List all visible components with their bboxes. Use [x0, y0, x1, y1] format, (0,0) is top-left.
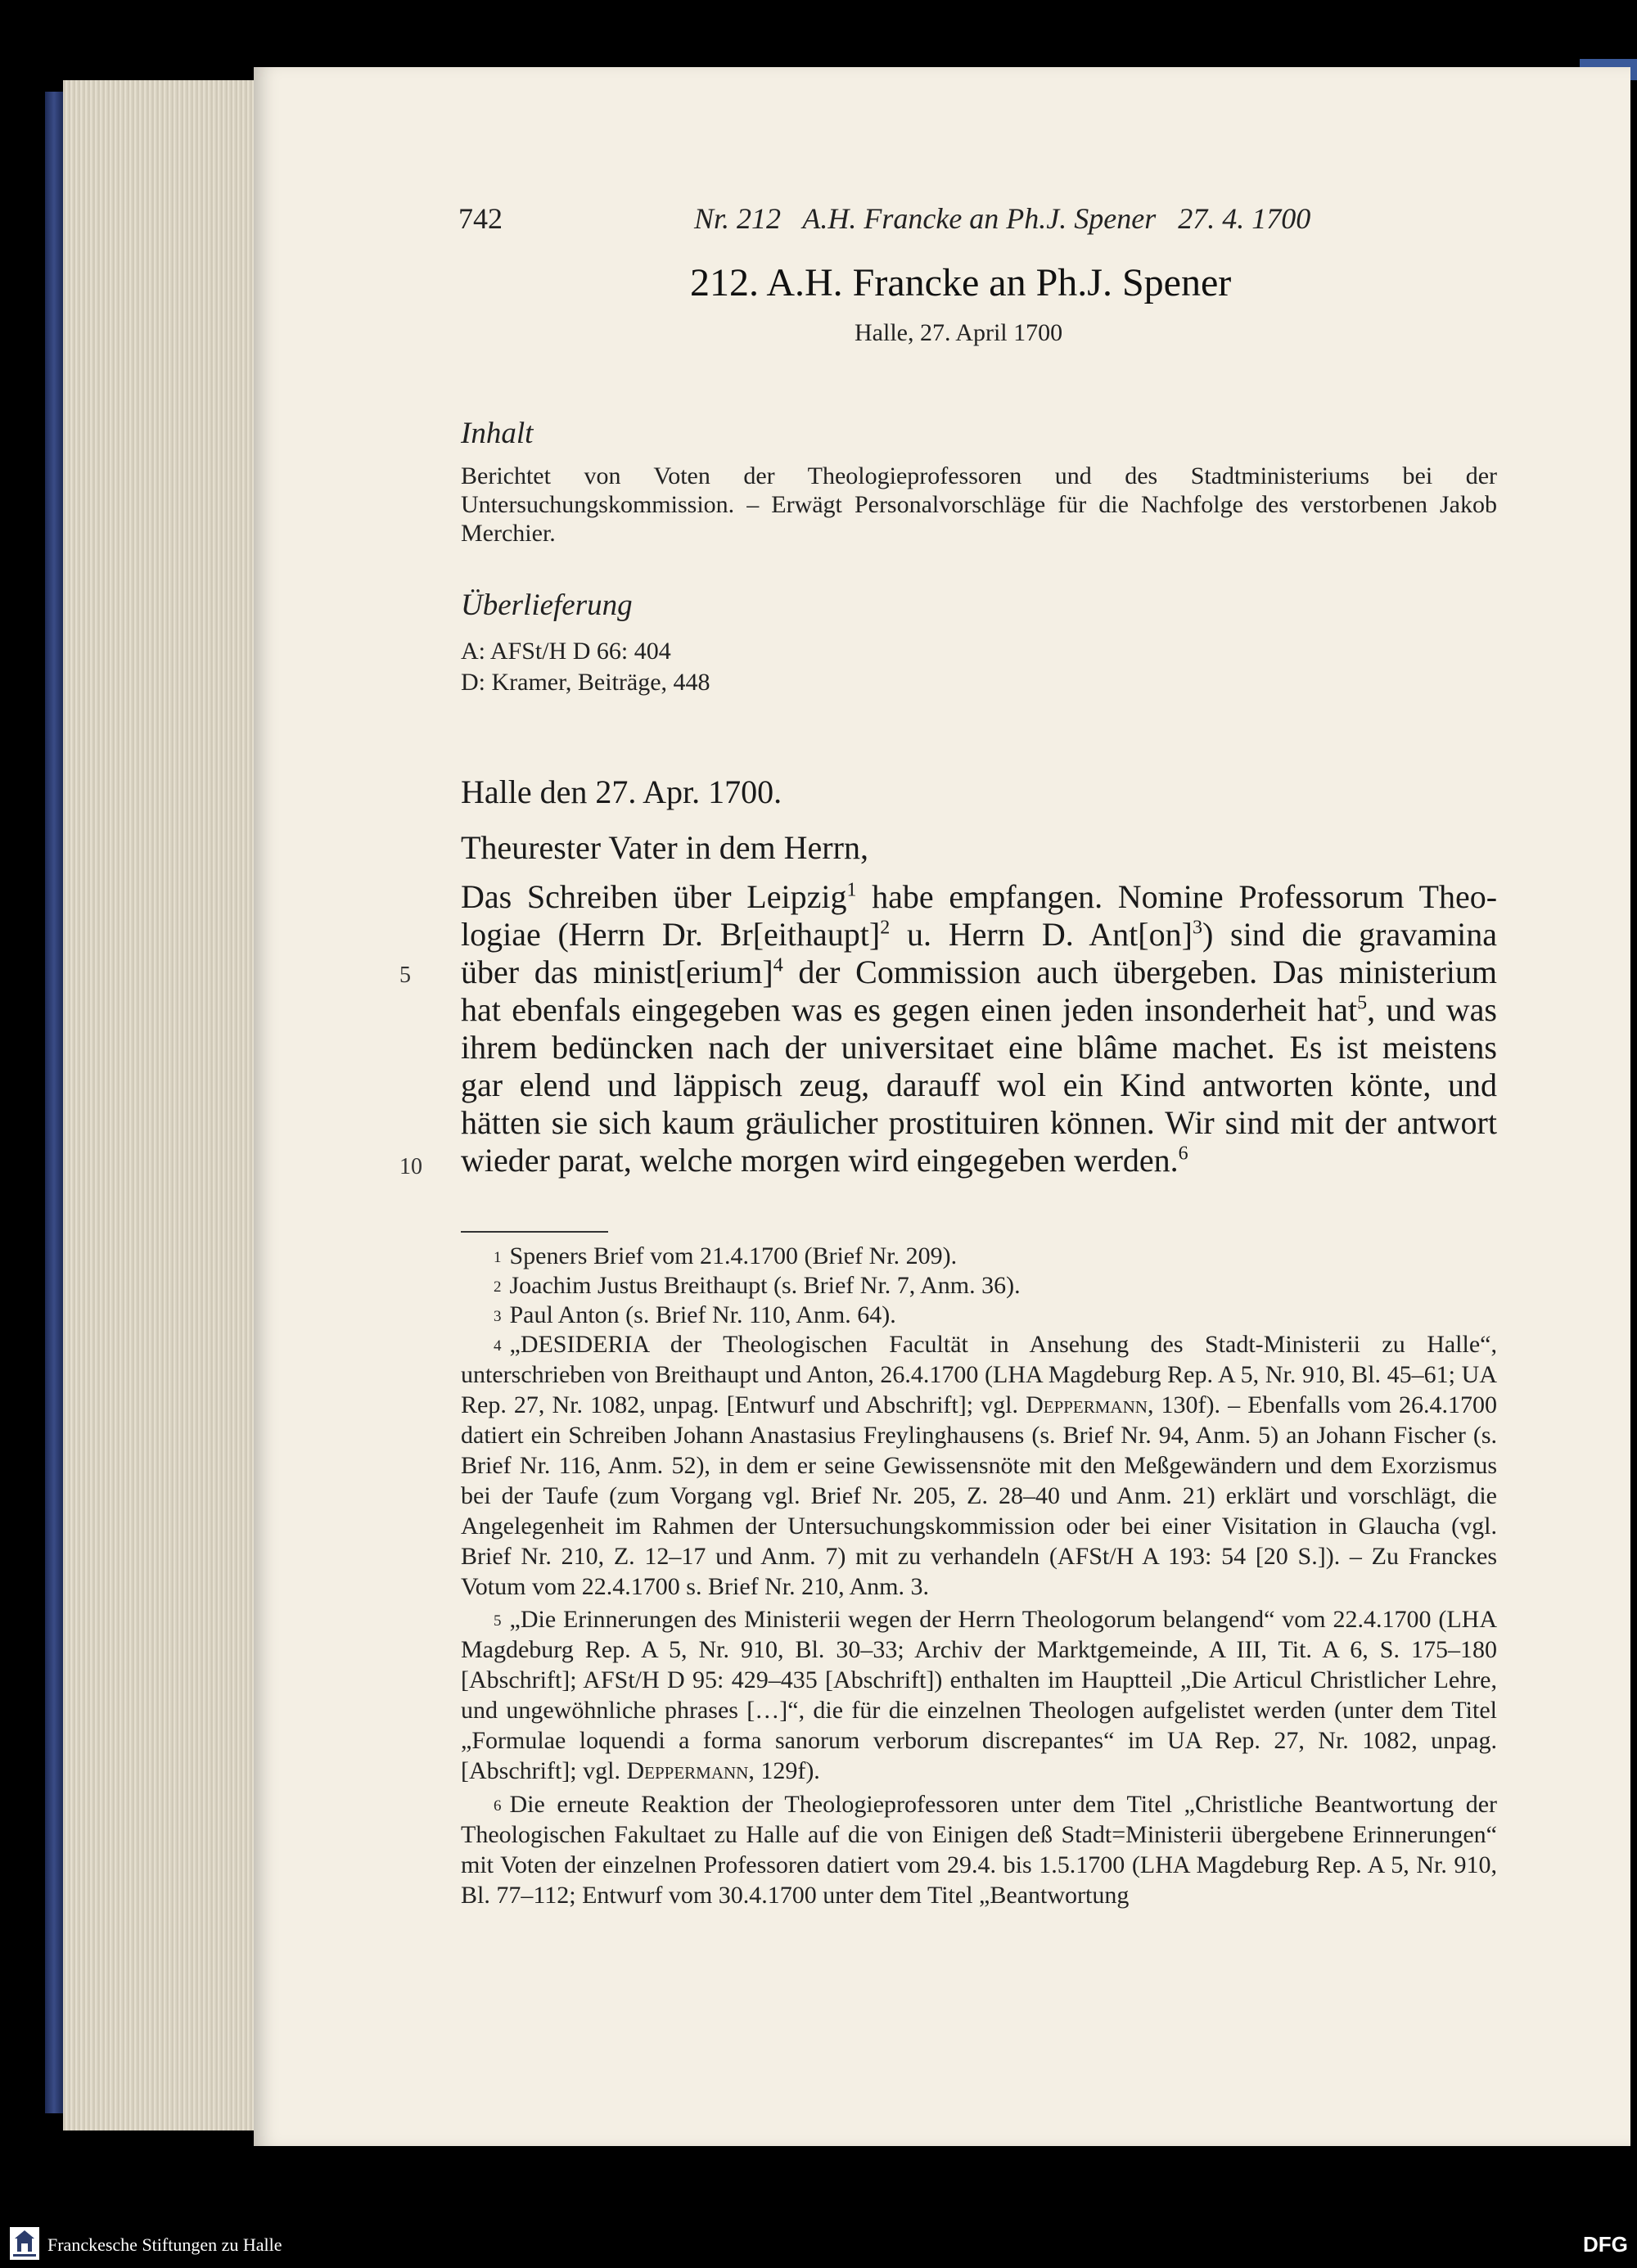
book-spine — [45, 92, 63, 2113]
footnote-4: $^4$ „DESIDERIA der Theologischen Facultät in Ansehung des Stadt-Ministerii zu Halle“, unterschrieben von Breithaupt und Anton, 26.4.1700 (LHA Magdeburg Rep. A 5, Nr. 910, Bl. 45–61; UA Rep. 27, Nr. 1082, unpag. [Entwurf und Abschrift]; vgl. Deppermann, 130f). – Ebenfalls vom 26.4.1700 datiert ein Schreiben Johann Anastasius Freylinghausens (s. Brief Nr. 94, Anm. 5) an Johann Fischer (s. Brief Nr. 116, Anm. 52), in dem er seine Gewissensnöte mit den Meßgewändern und dem Exorzismus bei der Taufe (zum Vorgang vgl. Brief Nr. 205, Z. 28–40 und Anm. 21) erklärt und vorschlägt, die Angelegenheit im Rahmen der Untersuchungskommission oder bei einer Visitation in Glaucha (vgl. Brief Nr. 210, Z. 12–17 und Anm. 7) mit zu verhandeln (AFSt/H A 193: 54 [20 S.]). – Zu Franckes Votum vom 22.4.1700 s. Brief Nr. 210, Anm. 3. — [461, 1331, 1498, 1600]
footnote-5: $^5$ „Die Erinnerungen des Ministerii wegen der Herrn Theologorum belangend“ vom 22.4.1700 (LHA Magdeburg Rep. A 5, Nr. 910, Bl. 30–33; Archiv der Marktgemeinde, A III, Tit. A 6, S. 175–180 [Abschrift]; AFSt/H D 95: 429–435 [Abschrift]) enthalten im Hauptteil „Die Articul Christlicher Lehre, und ungewöhnliche phrases […]“, die für die einzelnen Theologen aufgelistet werden (unter dem Titel „Formulae loquendi a forma sanorum verborum discrepantes“ im UA Rep. 27, Nr. 1082, unpag. [Abschrift]; vgl. Deppermann, 129f). — [461, 1606, 1497, 1784]
franckesche-stiftungen-logo-icon — [10, 2227, 39, 2260]
line-number: 5 — [399, 963, 411, 988]
letter-line: über das minist[erium]$^4$ der Commission auch übergeben. Das ministerium — [461, 954, 1498, 990]
line-number: 10 — [399, 1154, 422, 1179]
source-d: D: Kramer, Beiträge, 448 — [461, 669, 710, 696]
inhalt-heading: Inhalt — [461, 417, 534, 450]
footnote-ref[interactable]: 5 — [1357, 992, 1368, 1014]
footnote-ref[interactable]: 4 — [773, 954, 783, 976]
footnote-rule — [461, 1231, 608, 1233]
footnote-ref[interactable]: 1 — [846, 879, 857, 901]
letter-line: logiae (Herrn Dr. Br[eithaupt]$^2$ u. Herrn D. Ant[on]$^3$) sind die gravamina — [461, 916, 1497, 953]
footnote-3: $^3$ Paul Anton (s. Brief Nr. 110, Anm. 64). — [494, 1301, 896, 1328]
running-head: Nr. 212 A.H. Francke an Ph.J. Spener 27. 4. 1700 — [694, 202, 1311, 235]
footer-dfg-logo: DFG — [1583, 2232, 1628, 2257]
footnote-ref[interactable]: 2 — [880, 917, 891, 939]
ueberlieferung-heading: Überlieferung — [461, 588, 633, 622]
inhalt-text: Berichtet von Voten der Theologieprofessoren und des Stadtministeriums bei der Untersuchungskommission. – Erwägt Personalvorschläge für die Nachfolge des verstorbenen Jakob Merchier. — [461, 462, 1497, 547]
footnote-6: $^6$ Die erneute Reaktion der Theologieprofessoren unter dem Titel „Christliche Beantwortung der Theologischen Fakultaet zu Halle auf die von Einigen deß Stadt=Ministerii übergebene Erinnerungen“ mit Voten der einzelnen Professoren datiert vom 29.4. bis 1.5.1700 (LHA Magdeburg Rep. A 5, Nr. 910, Bl. 77–112; Entwurf vom 30.4.1700 unter dem Titel „Beantwortung — [461, 1791, 1497, 1909]
footnote-ref[interactable]: 6 — [1178, 1143, 1188, 1165]
letter-date: Halle, 27. April 1700 — [855, 319, 1063, 346]
source-a: A: AFSt/H D 66: 404 — [461, 638, 671, 665]
letter-line: ihrem bedüncken nach der universitaet eine blâme machet. Es ist meistens — [461, 1029, 1497, 1066]
letter-dateline: Halle den 27. Apr. 1700. — [461, 773, 782, 810]
footer-institution: Franckesche Stiftungen zu Halle — [47, 2234, 282, 2255]
letter-line: hätten sie sich kaum gräulicher prostituiren können. Wir sind mit der antwort — [461, 1104, 1497, 1141]
letter-line: wieder parat, welche morgen wird eingegeben werden.$^6$ — [461, 1142, 1188, 1179]
letter-salutation: Theurester Vater in dem Herrn, — [461, 829, 868, 866]
letter-line: hat ebenfals eingegeben was es gegen einen jeden insonderheit hat$^5$, und was — [461, 991, 1497, 1028]
letter-line: Das Schreiben über Leipzig$^1$ habe empfangen. Nomine Professorum Theo- — [461, 878, 1498, 915]
page-edges — [63, 80, 264, 2130]
letter-line: gar elend und läppisch zeug, darauff wol ein Kind antworten könte, und — [461, 1066, 1497, 1103]
footnote-2: $^2$ Joachim Justus Breithaupt (s. Brief Nr. 7, Anm. 36). — [494, 1272, 1021, 1299]
letter-title: 212. A.H. Francke an Ph.J. Spener — [690, 261, 1232, 304]
footnote-1: $^1$ Speners Brief vom 21.4.1700 (Brief Nr. 209). — [494, 1242, 958, 1269]
page-number: 742 — [458, 202, 503, 235]
footnote-ref[interactable]: 3 — [1192, 917, 1202, 939]
